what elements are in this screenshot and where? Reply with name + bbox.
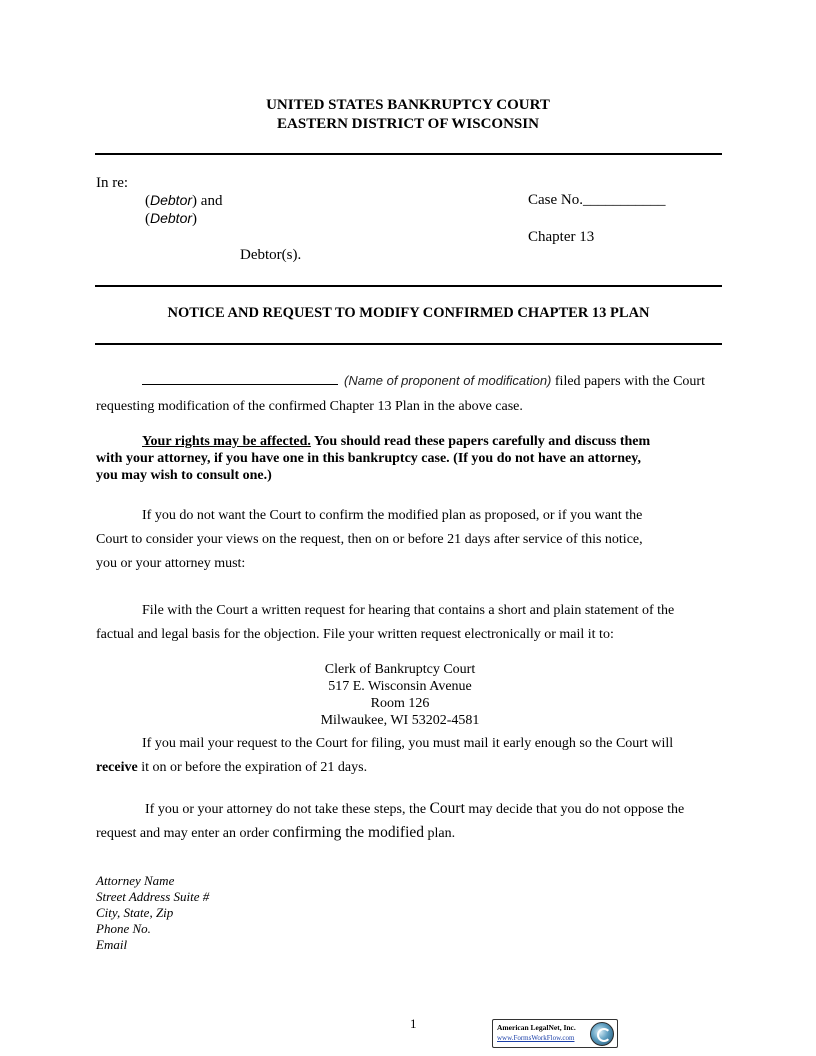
in-re-label: In re: (96, 175, 129, 191)
address-line3: Room 126 (370, 696, 430, 711)
para5-confirming: confirming the modified (272, 824, 425, 841)
debtor-and: and (197, 193, 223, 209)
publisher-logo[interactable] (492, 1019, 618, 1048)
debtor-placeholder-2: Debtor (150, 210, 193, 226)
chapter-label: Chapter 13 (528, 229, 595, 245)
title-bottom-divider (95, 343, 722, 345)
debtor-placeholder-1: Debtor (150, 192, 193, 208)
para2-line1: If you do not want the Court to confirm the modified plan as proposed, or if you want the (142, 508, 643, 523)
rights-line3: you may wish to consult one.) (96, 468, 272, 483)
para5-line1c: may decide that you do not oppose the (464, 802, 685, 817)
address-line4: Milwaukee, WI 53202-4581 (320, 713, 480, 728)
globe-icon (590, 1022, 614, 1046)
debtor-line-1: (Debtor) and (145, 192, 223, 209)
proponent-placeholder: (Name of proponent of modification) (344, 373, 552, 388)
district-name: EASTERN DISTRICT OF WISCONSIN (277, 116, 539, 132)
court-name: UNITED STATES BANKRUPTCY COURT (266, 97, 550, 113)
para5-line2a: request and may enter an order (96, 826, 273, 841)
attorney-phone: Phone No. (96, 921, 151, 936)
para3-line2: factual and legal basis for the objection. File your written request electronically or mail it to: (96, 627, 614, 642)
top-divider (95, 153, 722, 155)
attorney-city: City, State, Zip (96, 905, 174, 920)
para2-line3: you or your attorney must: (96, 556, 246, 571)
address-line2: 517 E. Wisconsin Avenue (328, 679, 472, 694)
para4-line2 (96, 760, 367, 776)
logo-url-link[interactable]: www.FormsWorkFlow.com (497, 1034, 575, 1042)
debtor-line-2: (Debtor) (145, 210, 198, 227)
attorney-street: Street Address Suite # (96, 889, 210, 904)
para3-line1: File with the Court a written request for hearing that contains a short and plain statement of the (142, 603, 675, 618)
para4-line2-rest: it on or before the expiration of 21 days. (137, 760, 368, 775)
para2-line2: Court to consider your views on the request, then on or before 21 days after service of this notice, (96, 532, 643, 547)
para4-receive: receive (96, 760, 138, 775)
case-number: Case No.___________ (528, 192, 666, 208)
para4-line1: If you mail your request to the Court for filing, you must mail it early enough so the Court will (142, 736, 674, 751)
proponent-blank (142, 374, 338, 385)
rights-line1 (142, 434, 650, 450)
page-number: 1 (410, 1016, 417, 1031)
proponent-rest: filed papers with the Court (554, 374, 705, 389)
para5-line2 (96, 824, 455, 842)
debtors-label: Debtor(s). (240, 247, 302, 263)
document-title: NOTICE AND REQUEST TO MODIFY CONFIRMED CHAPTER 13 PLAN (167, 305, 650, 321)
attorney-email: Email (96, 937, 128, 952)
attorney-name: Attorney Name (96, 873, 175, 888)
rights-line2: with your attorney, if you have one in this bankruptcy case. (If you do not have an attorney, (96, 451, 642, 466)
proponent-line (142, 373, 705, 390)
para5-court: Court (429, 800, 465, 817)
para5-line1 (145, 800, 684, 818)
logo-company-name: American LegalNet, Inc. (497, 1023, 576, 1032)
caption-bottom-divider (95, 285, 722, 287)
para1-line2: requesting modification of the confirmed Chapter 13 Plan in the above case. (96, 399, 523, 414)
para5-line2c: plan. (424, 826, 456, 841)
address-line1: Clerk of Bankruptcy Court (324, 662, 476, 677)
rights-line1-rest: You should read these papers carefully and discuss them (313, 434, 651, 449)
para5-line1a: If you or your attorney do not take these steps, the (145, 802, 430, 817)
rights-underlined: Your rights may be affected. (142, 434, 311, 449)
